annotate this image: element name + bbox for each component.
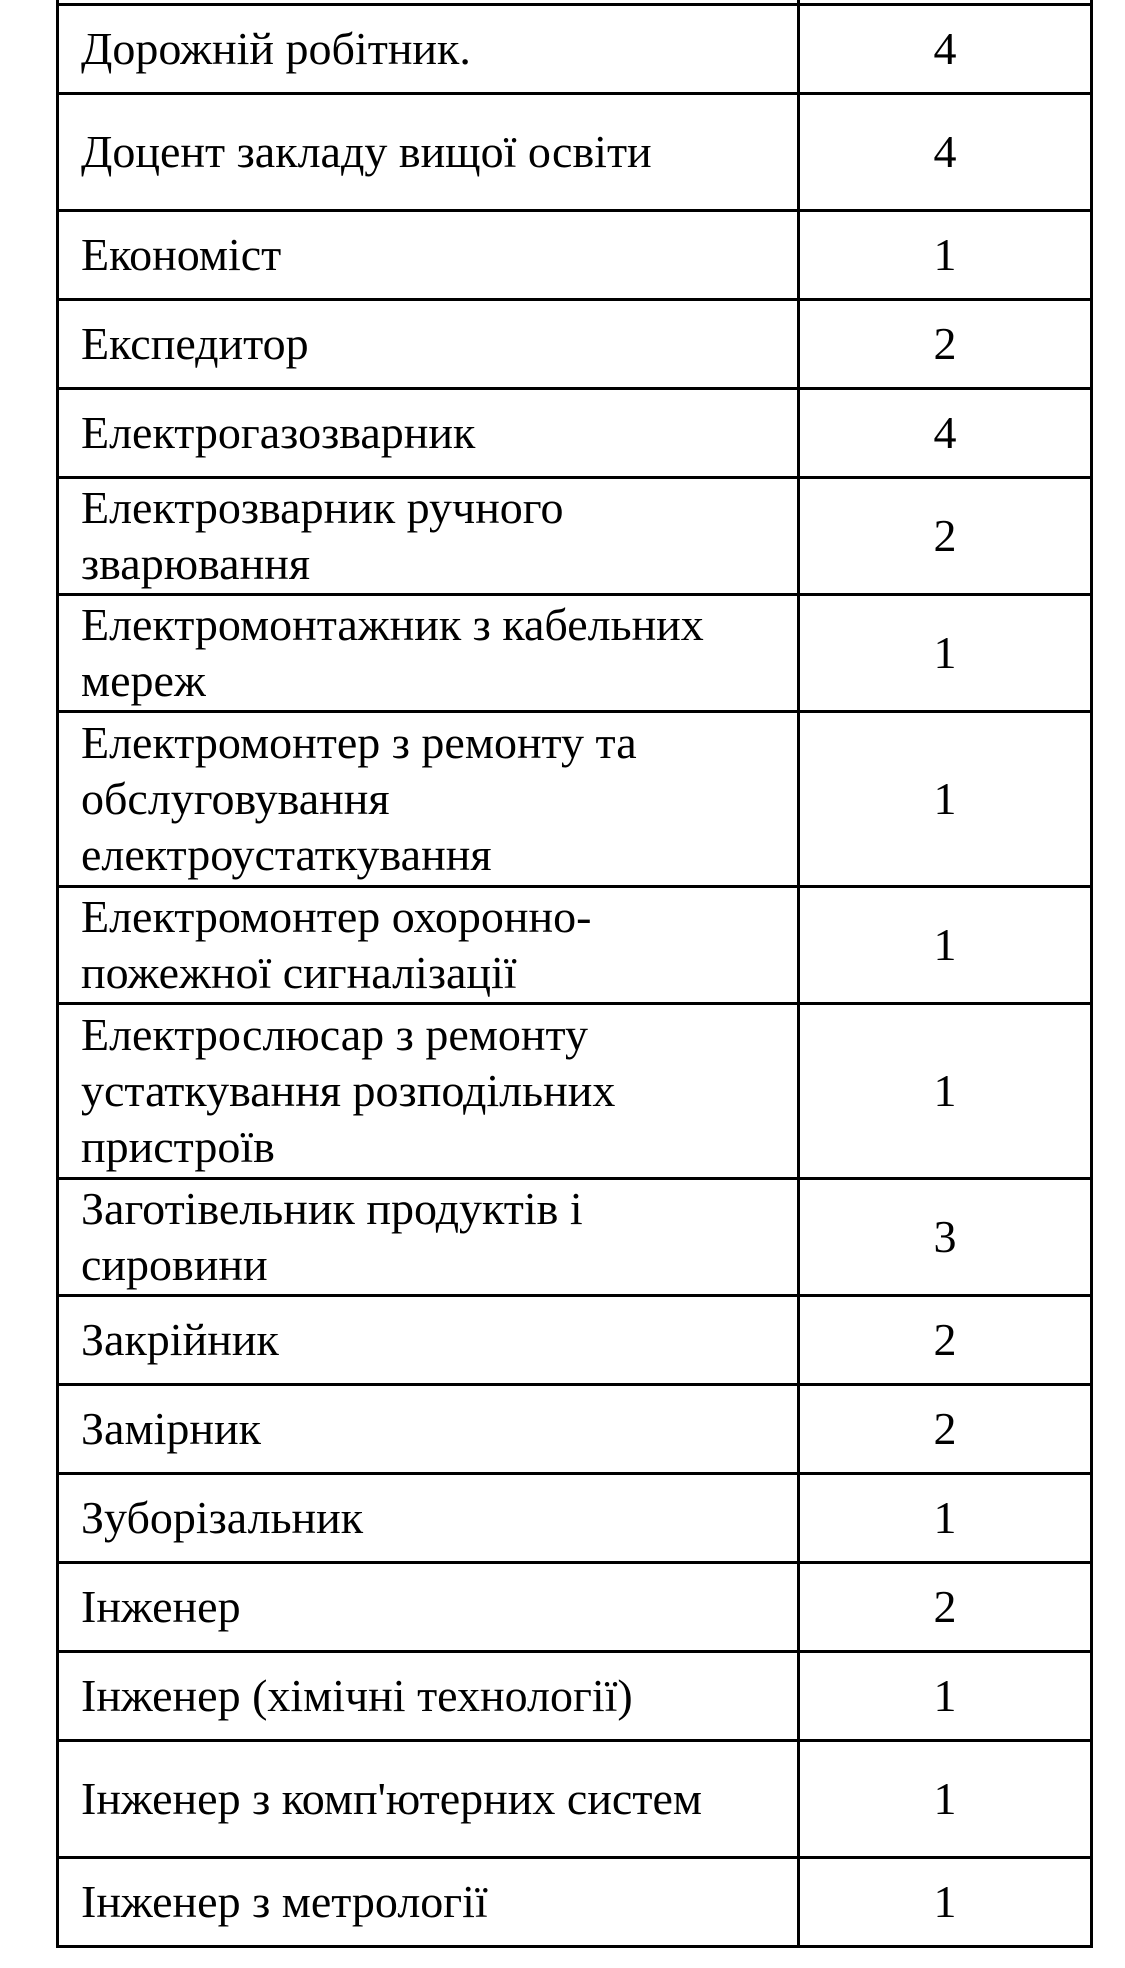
vacancies-count-cell: 4 <box>799 5 1092 94</box>
table-row <box>58 1385 1092 1474</box>
profession-cell: Електромонтажник з кабельних мереж <box>58 595 799 712</box>
vacancies-table-body <box>58 0 1092 1947</box>
vacancies-count-cell: 2 <box>799 1563 1092 1652</box>
vacancies-count-cell: 4 <box>799 94 1092 211</box>
vacancies-count-cell: 1 <box>799 1741 1092 1858</box>
vacancies-count-cell: 2 <box>799 478 1092 595</box>
table-row <box>58 1179 1092 1296</box>
profession-cell: Економіст <box>58 211 799 300</box>
profession-cell: Закрійник <box>58 1296 799 1385</box>
vacancies-count-cell: 4 <box>799 389 1092 478</box>
vacancies-count-cell: 2 <box>799 1385 1092 1474</box>
profession-cell: Експедитор <box>58 300 799 389</box>
vacancies-count-cell: 1 <box>799 1004 1092 1179</box>
vacancies-count-cell: 1 <box>799 1474 1092 1563</box>
profession-cell: Електрогазозварник <box>58 389 799 478</box>
table-row <box>58 712 1092 887</box>
table-row <box>58 595 1092 712</box>
table-row <box>58 300 1092 389</box>
profession-cell: Замірник <box>58 1385 799 1474</box>
profession-cell: Зуборізальник <box>58 1474 799 1563</box>
vacancies-count-cell: 1 <box>799 887 1092 1004</box>
table-row <box>58 1858 1092 1947</box>
profession-cell: Електрозварник ручного зварювання <box>58 478 799 595</box>
vacancies-table <box>56 0 1093 1948</box>
profession-cell: Доцент закладу вищої освіти <box>58 94 799 211</box>
profession-cell: Дорожній робітник. <box>58 5 799 94</box>
profession-cell: Інженер з комп'ютерних систем <box>58 1741 799 1858</box>
table-row <box>58 887 1092 1004</box>
table-row <box>58 5 1092 94</box>
table-row <box>58 1741 1092 1858</box>
table-row <box>58 1563 1092 1652</box>
profession-cell: Інженер (хімічні технології) <box>58 1652 799 1741</box>
vacancies-count-cell: 2 <box>799 300 1092 389</box>
profession-cell: Інженер <box>58 1563 799 1652</box>
profession-cell: Електромонтер охоронно-пожежної сигналізації <box>58 887 799 1004</box>
table-row <box>58 478 1092 595</box>
vacancies-count-cell: 3 <box>799 1179 1092 1296</box>
table-row <box>58 1004 1092 1179</box>
table-row <box>58 94 1092 211</box>
table-row <box>58 1652 1092 1741</box>
profession-cell: Інженер з метрології <box>58 1858 799 1947</box>
profession-cell: Електромонтер з ремонту та обслуговування електроустаткування <box>58 712 799 887</box>
vacancies-count-cell: 1 <box>799 211 1092 300</box>
vacancies-count-cell: 2 <box>799 1296 1092 1385</box>
table-row <box>58 1296 1092 1385</box>
vacancies-count-cell: 1 <box>799 595 1092 712</box>
vacancies-count-cell: 1 <box>799 712 1092 887</box>
profession-cell: Електрослюсар з ремонту устаткування розподільних пристроїв <box>58 1004 799 1179</box>
profession-cell: Заготівельник продуктів і сировини <box>58 1179 799 1296</box>
table-row <box>58 1474 1092 1563</box>
table-row <box>58 211 1092 300</box>
vacancies-count-cell: 1 <box>799 1652 1092 1741</box>
table-row <box>58 389 1092 478</box>
vacancies-count-cell: 1 <box>799 1858 1092 1947</box>
